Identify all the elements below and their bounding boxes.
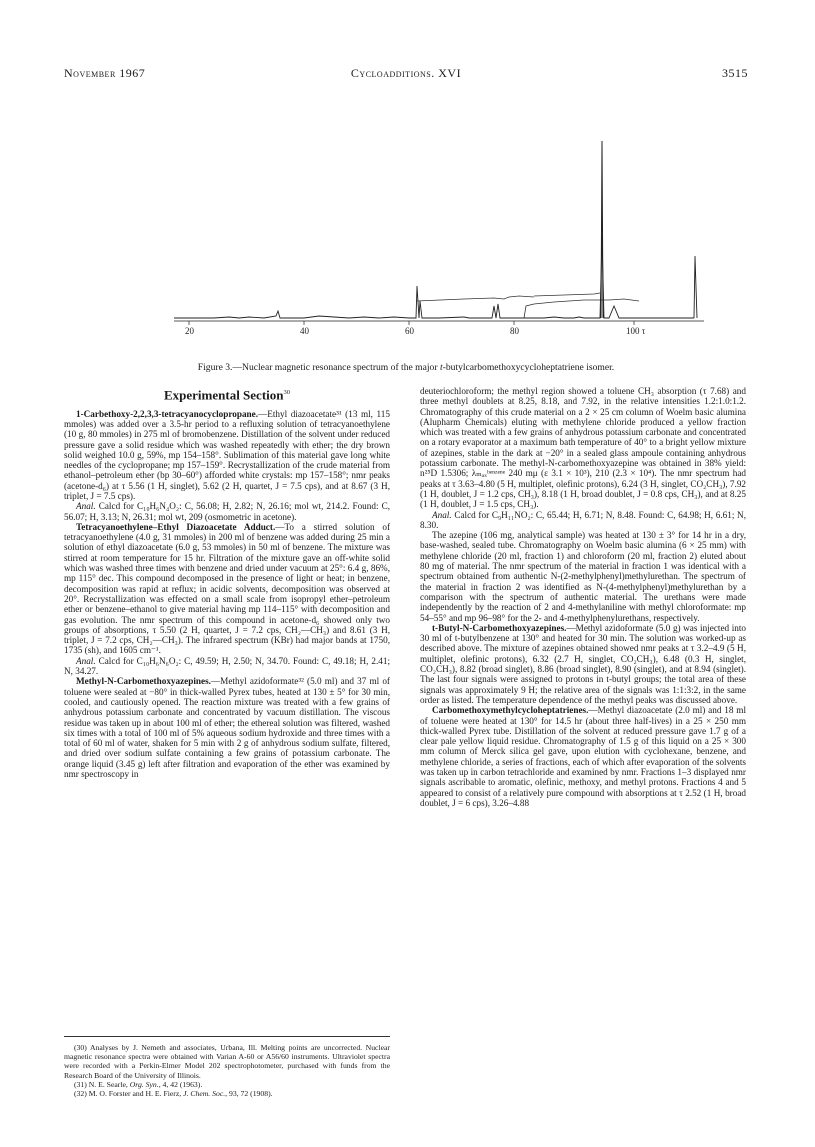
- spectrum-trace: [174, 141, 697, 318]
- running-title: Cycloadditions. XVI: [350, 66, 462, 80]
- paragraph: deuteriochloroform; the methyl region showed a toluene CH₃ absorption (τ 7.68) and three methyl doublets at 8.25, 8.18, and 7.92, in the relative intensities 1.2:1.0:1.2. Chromatography of this crude material on a 2 × 25 cm column of Woelm basic alumina (Alupharm Chemicals) eluting with methylene chloride produced a yellow fraction which was treated with a few grains of anhydrous potassium carbonate and concentrated on a rotary evaporator at a maximum bath temperature of 40° to a bright yellow mixture of azepines, stable in the dark at −20° in a sealed glass ampoule containing anhydrous potassium carbonate. The methyl-N-carbomethoxyazepine was obtained in 38% yield: n²⁵D 1.5306; λₘₐₓᵇᵉⁿᶻᵉⁿᵉ 240 mμ (ε 3.1 × 10³), 210 (2.3 × 10⁴). The nmr spectrum had peaks at τ 3.63–4.80 (5 H, multiplet, olefinic protons), 6.24 (3 H, singlet, CO₂CH₃), 7.92 (1 H, doublet, J = 1.2 cps, CH₃), 8.18 (1 H, broad doublet, J = 0.8 cps, CH₃), and at 8.25 (1 H, doublet, J = 1.5 cps, CH₃).: [420, 386, 747, 510]
- footnote-30: (30) Analyses by J. Nemeth and associates, Urbana, Ill. Melting points are uncorrected. Nuclear magnetic resonance spectra were obtained with Varian A-60 or A56/60 instruments. Ultraviolet spectra were recorded with a Perkin-Elmer Model 202 spectrophotometer, purchased with funds from the Research Board of the University of Illinois.: [64, 1043, 390, 1080]
- footnotes: [64, 1036, 390, 1098]
- paragraph: 1-Carbethoxy-2,2,3,3-tetracyanocyclopropane.—Ethyl diazoacetate³¹ (13 ml, 115 mmoles) was added over a 3.5-hr period to a refluxing solution of tetracyanoethylene (10 g, 80 mmoles) in 275 ml of bromobenzene. Distillation of the solvent under reduced pressure gave a solid residue which was washed repeatedly with ether; the dry brown solid weighed 10.0 g, 59%, mp 154–158°. Sublimation of this material gave long white needles of the cyclopropane; mp 157–159°. Recrystallization of the crude material from ethanol–petroleum ether (bp 30–60°) afforded white crystals: mp 157–158°; nmr peaks (acetone-d₆) at τ 5.56 (1 H, singlet), 5.62 (2 H, quartet, J = 7.5 cps), and at 8.67 (3 H, triplet, J = 7.5 cps).: [64, 408, 390, 501]
- axis-tick-label: 80: [510, 326, 519, 336]
- paragraph: Anal. Calcd for C₁₀H₆N₆O₂: C, 49.59; H, 2.50; N, 34.70. Found: C, 49.18; H, 2.41; N, 34.27.: [64, 655, 390, 677]
- footnote-31: (31) N. E. Searle, Org. Syn., 4, 42 (1963).: [74, 1079, 203, 1089]
- paragraph: t-Butyl-N-Carbomethoxyazepines.—Methyl azidoformate (5.0 g) was injected into 30 ml of t-butylbenzene at 130° and heated for 30 min. The solution was worked-up as described above. The mixture of azepines obtained showed nmr peaks at τ 3.2–4.9 (5 H, multiplet, olefinic protons), 6.32 (2.7 H, singlet, CO₂CH₃), 6.48 (0.3 H, singlet, CO₂CH₃), 8.82 (broad singlet), 8.86 (broad singlet), 8.90 (singlet), and at 8.94 (singlet). The last four signals were assigned to protons in t-butyl groups; the total area of these signals was approximately 9 H; the relative area of the signals was 1:1:3:2, in the same order as listed. The temperature dependence of the methyl peaks was discussed above.: [420, 622, 746, 705]
- page-header: [64, 66, 748, 82]
- paragraph: Anal. Calcd for C₉H₁₁NO₂: C, 65.44; H, 6.71; N, 8.48. Found: C, 64.98; H, 6.61; N, 8.30.: [420, 509, 746, 530]
- axis-tick-label: 60: [405, 326, 414, 336]
- paragraph: Methyl-N-Carbomethoxyazepines.—Methyl azidoformate³² (5.0 ml) and 37 ml of toluene were sealed at −80° in thick-walled Pyrex tubes, heated at 130 ± 5° for 30 min, cooled, and cautiously opened. The reaction mixture was treated with a few grains of anhydrous potassium carbonate and concentrated by vacuum distillation. The viscous residue was taken up in about 100 ml of ether; the ethereal solution was filtered, washed six times with a total of 100 ml of 5% aqueous sodium hydroxide and three times with a total of 60 ml of water, shaken for 5 min with 2 g of anhydrous sodium sulfate, filtered, and dried over sodium sulfate containing a few grains of potassium carbonate. The orange liquid (3.45 g) left after filtration and evaporation of the ether was examined by nmr spectroscopy in: [64, 676, 390, 780]
- footnote-32: (32) M. O. Forster and H. E. Fierz, J. Chem. Soc., 93, 72 (1908).: [74, 1089, 273, 1099]
- issue-date: November 1967: [64, 66, 146, 80]
- figure-caption: Figure 3.—Nuclear magnetic resonance spectrum of the major t-butylcarbomethoxycycloheptatriene isomer.: [197, 362, 615, 373]
- paragraph: Carbomethoxymethylcycloheptatrienes.—Methyl diazoacetate (2.0 ml) and 18 ml of toluene were heated at 130° for 14.5 hr (about three half-lives) in a 25 × 250 mm thick-walled Pyrex tube. Distillation of the solvent at reduced pressure gave 1.7 g of a clear pale yellow liquid residue. Chromatography of 1.5 g of this liquid on a 25 × 300 mm column of Merck silica gel gave, upon elution with cyclohexane, benzene, and methylene chloride, a series of fractions, each of which after evaporation of the solvents was taken up in carbon tetrachloride and examined by nmr. Fractions 1–3 displayed nmr signals ascribable to aromatic, olefinic, methoxy, and methyl protons. Fractions 4 and 5 appeared to consist of a relatively pure compound with absorptions at τ 2.52 (1 H, broad doublet, J = 6 cps), 3.26–4.88: [420, 705, 746, 808]
- page-number: 3515: [722, 66, 748, 80]
- paragraph: Tetracyanoethylene–Ethyl Diazoacetate Adduct.—To a stirred solution of tetracyanoethylene (4.0 g, 31 mmoles) in 200 ml of benzene was added during 25 min a solution of ethyl diazoacetate (6.0 g, 53 mmoles) in 50 ml of benzene. The mixture was stirred at room temperature for 15 hr. Filtration of the mixture gave an off-white solid which was washed three times with benzene and dried under vacuum at 25°: 6.4 g, 86%, mp 115° dec. This compound decomposed in the presence of light or heat; in benzene, decomposition was rapid at reflux; in acidic solvents, decomposition was observed at 20°. Recrystallization was effected on a small scale from isopropyl ether–petroleum ether or benzene–ethanol to give material having mp 114–115° with decomposition and gas evolution. The nmr spectrum of this compound in acetone-d₆ showed only two groups of absorptions, τ 5.50 (2 H, quartet, J = 7.2 cps, CH₂—CH₃) and 8.61 (3 H, triplet, J = 7.2 cps, CH₂—CH₃). The infrared spectrum (KBr) had major bands at 1750, 1735 (sh), and 1605 cm⁻¹.: [64, 521, 391, 656]
- section-title: Experimental Section$^{30}$: [163, 387, 290, 403]
- right-column: [420, 386, 746, 808]
- axis-tick-label: 40: [300, 326, 309, 336]
- axis-tick-label: 100 τ: [626, 326, 646, 336]
- paragraph: Anal. Calcd for C₁₀H₆N₄O₂: C, 56.08; H, 2.82; N, 26.16; mol wt, 214.2. Found: C, 56.07; H, 3.13; N, 26.31; mol wt, 209 (osmometric in acetone).: [64, 501, 390, 522]
- axis-ticks: [189, 321, 634, 325]
- paragraph: The azepine (106 mg, analytical sample) was heated at 130 ± 3° for 14 hr in a dry, base-washed, sealed tube. Chromatography on Woelm basic alumina (6 × 25 mm) with methylene chloride (20 ml, fraction 1) and chloroform (20 ml, fraction 2) eluted about 80 mg of material. The nmr spectrum of the material in fraction 1 was identical with a spectrum obtained from authentic N-(2-methylphenyl)methylurethan. The spectrum of the material in fraction 2 was identified as N-(4-methylphenyl)methylurethan by a comparison with the spectrum of authentic material. The urethans were made independently by the reaction of 2 and 4-methylaniline with methyl chloroformate: mp 54–55° and mp 96–98° for the 2- and 4-methylphenylurethans, respectively.: [420, 530, 746, 623]
- nmr-spectrum-figure: [64, 96, 754, 358]
- left-column: [64, 386, 390, 779]
- axis-tick-label: 20: [185, 326, 194, 336]
